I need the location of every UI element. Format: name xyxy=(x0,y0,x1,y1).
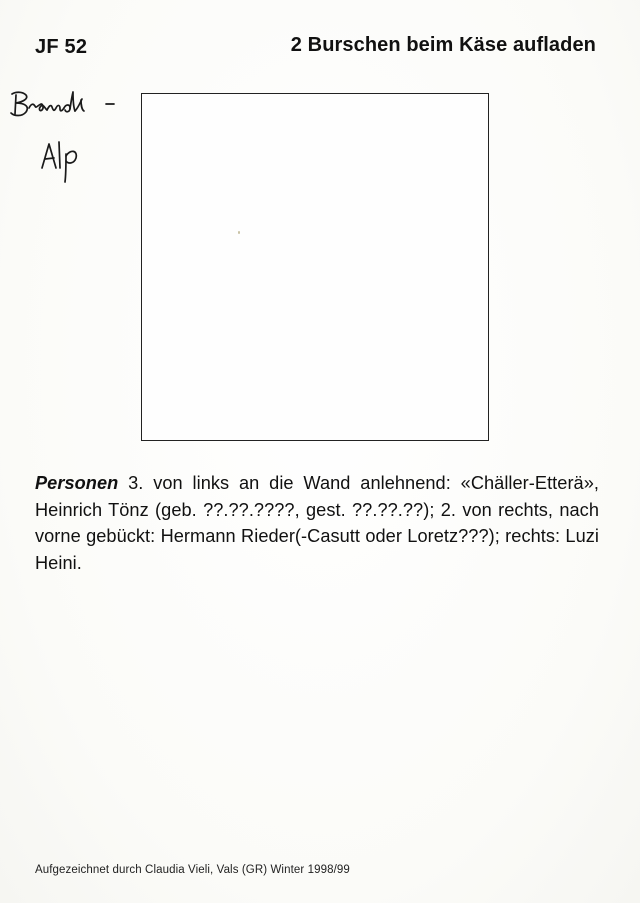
footer-credit: Aufgezeichnet durch Claudia Vieli, Vals (GR) Winter 1998/99 xyxy=(35,864,350,876)
card-code: JF 52 xyxy=(35,36,88,58)
persons-label: Personen xyxy=(35,473,119,493)
paper-speck xyxy=(238,231,240,234)
handwritten-note-drawing xyxy=(4,86,124,186)
persons-text: 3. von links an die Wand anlehnend: «Chäller-Etterä», Heinrich Tönz (geb. ??.??.????, gest. ??.??.??); 2. von rechts, nach vorne gebückt: Hermann Rieder(-Casutt oder Loretz???); rechts: Luzi Heini. xyxy=(35,473,599,573)
photo-placeholder xyxy=(141,93,489,441)
persons-description xyxy=(35,470,599,576)
card-title: 2 Burschen beim Käse aufladen xyxy=(290,34,596,56)
handwritten-note xyxy=(4,86,124,186)
